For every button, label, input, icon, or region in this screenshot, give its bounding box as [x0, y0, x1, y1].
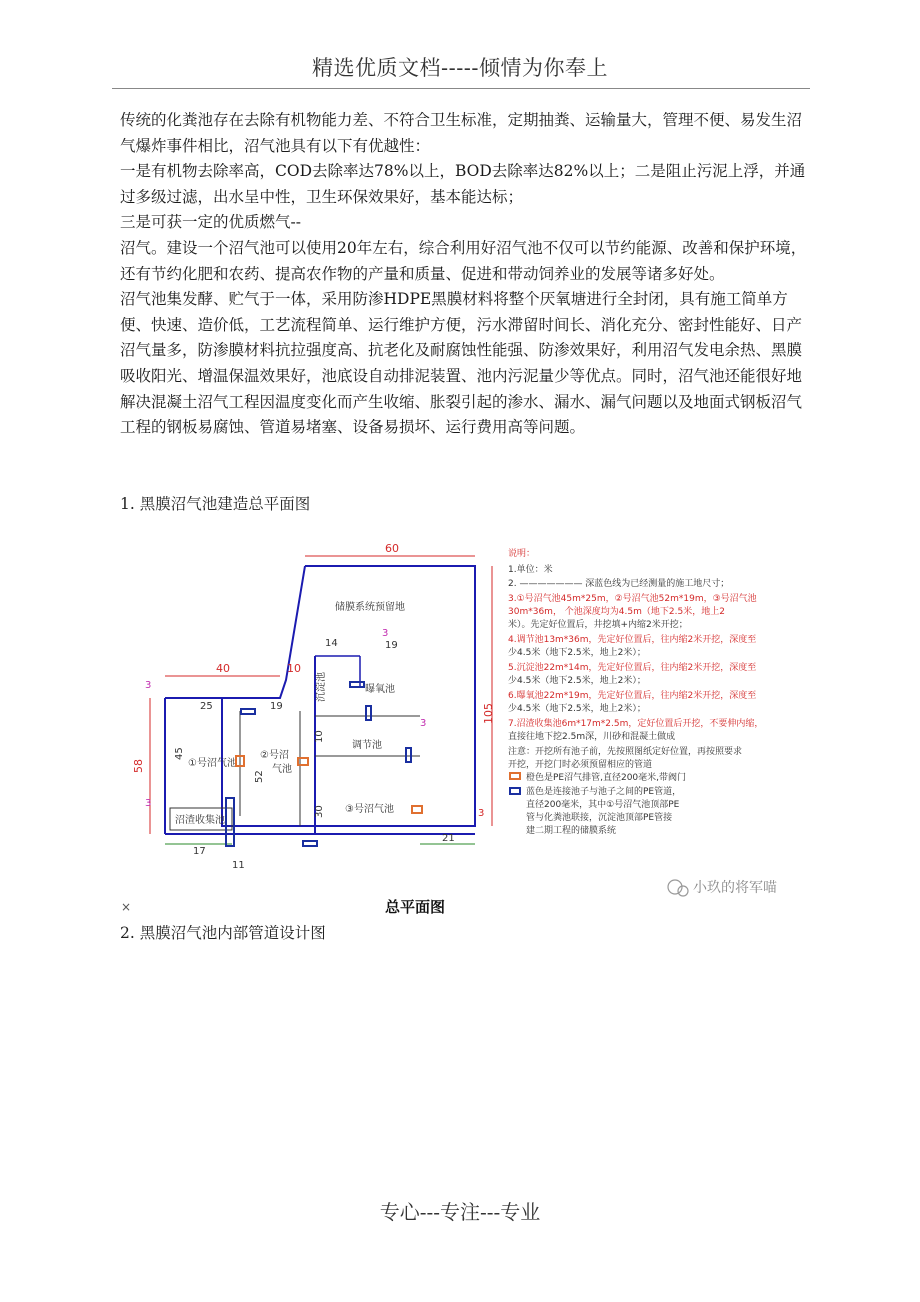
legend-pipe-blue: 管与化粪池联接，沉淀池顶部PE管接: [526, 813, 673, 823]
paragraph: 一是有机物去除率高，COD去除率达78%以上，BOD去除率达82%以上；二是阻止污泥上浮，并通过多级过滤，出水呈中性，卫生环保效果好，基本能达标；: [120, 162, 806, 206]
dim-label: 10: [287, 662, 301, 675]
dim-label: 52: [254, 770, 265, 783]
paragraph: 三是可获一定的优质燃气--: [120, 213, 301, 232]
legend-line: 少4.5米（地下2.5米，地上2米）；: [508, 676, 646, 686]
legend-line: 直接往地下挖2.5m深，川砂和混凝土做成: [508, 732, 676, 742]
plan-legend: [508, 547, 763, 836]
dim-label: 11: [232, 860, 245, 871]
legend-pipe-blue: 建二期工程的储膜系统: [526, 826, 617, 836]
dim-label: 3: [478, 808, 485, 819]
legend-line: 6.曝氧池22m*19m，先定好位置后，往内缩2米开挖，深度至: [508, 691, 757, 701]
legend-line: 1.单位：米: [508, 565, 553, 575]
wechat-watermark: [668, 880, 777, 896]
paragraph: 传统的化粪池存在去除有机物能力差、不符合卫生标准，定期抽粪、运输量大，管理不便、易发生沼气爆炸事件相比，沼气池具有以下有优越性：: [120, 111, 803, 155]
paragraph: 沼气池集发酵、贮气于一体，采用防渗HDPE黑膜材料将整个厌氧塘进行全封闭，具有施工简单方便、快速、造价低，工艺流程简单、运行维护方便，污水滞留时间长、消化充分、密封性能好、日产沼气量多，防渗膜材料抗拉强度高、抗老化及耐腐蚀性能强、防渗效果好，利用沼气发电余热、黑膜吸收阳光、增温保温效果好，池底设自动排泥装置、池内污泥量少等优点。同时，沼气池还能很好地解决混凝土沼气工程因温度变化而产生收缩、胀裂引起的渗水、漏水、漏气问题以及地面式钢板沼气工程的钢板易腐蚀、管道易堵塞、设备易损坏、运行费用高等问题。: [120, 290, 803, 437]
legend-pipe-blue: 直径200毫米，其中①号沼气池顶部PE: [526, 800, 680, 810]
area-label-digester2: 气池: [272, 764, 292, 775]
legend-line: 4.调节池13m*36m，先定好位置后，往内缩2米开挖，深度至: [508, 635, 757, 645]
wechat-icon: [678, 886, 688, 896]
watermark-text: 小玖的将军喵: [693, 880, 777, 896]
dim-label: 25: [200, 701, 213, 712]
legend-line: 3.①号沼气池45m*25m，②号沼气池52m*19m，③号沼气池: [508, 594, 757, 604]
pipe-blue: [226, 798, 234, 846]
legend-swatch-orange: [510, 773, 520, 779]
dim-label: 21: [442, 833, 455, 844]
dim-label: 19: [270, 701, 283, 712]
dim-label: 60: [385, 542, 399, 555]
pipe-blue: [366, 706, 371, 720]
area-label-digester1: ①号沼气池: [188, 758, 237, 769]
dim-label: 40: [216, 662, 230, 675]
dim-label: 19: [385, 640, 398, 651]
legend-line: 30m*36m， 个池深度均为4.5m（地下2.5米，地上2: [508, 607, 725, 617]
dim-label: 3: [420, 718, 427, 729]
area-label-digester2: ②号沼: [260, 750, 289, 761]
pipe-blue: [350, 682, 364, 687]
page-footer: 专心---专注---专业: [379, 1200, 541, 1224]
pipe-orange: [412, 806, 422, 813]
image-placeholder-icon: ×: [121, 900, 132, 914]
dim-label: 105: [482, 703, 495, 724]
legend-line: 少4.5米（地下2.5米，地上2米）；: [508, 648, 646, 658]
area-label-settling: 沉淀池: [316, 672, 327, 702]
dim-label: 58: [132, 759, 145, 773]
dim-label: 10: [314, 730, 325, 743]
dim-label: 14: [325, 638, 338, 649]
area-label-digester3: ③号沼气池: [345, 804, 394, 815]
legend-line: 注意：开挖所有池子前，先按照图纸定好位置，再按照要求: [508, 747, 743, 757]
legend-line: 说明：: [508, 549, 536, 559]
legend-line: 米）。先定好位置后，井挖填+内缩2米开挖；: [508, 620, 688, 630]
dim-label: 17: [193, 846, 206, 857]
figure-caption: 1. 黑膜沼气池建造总平面图: [120, 495, 311, 513]
site-plan-svg: [120, 526, 820, 918]
paragraph: 沼气。建设一个沼气池可以使用20年左右，综合利用好沼气池不仅可以节约能源、改善和保护环境，还有节约化肥和农药、提高农作物的产量和质量、促进和带动饲养业的发展等诸多好处。: [120, 238, 807, 283]
area-label-reserved: 储膜系统预留地: [335, 602, 405, 613]
header-title: 精选优质文档-----倾情为你奉上: [312, 56, 608, 80]
document-body: [120, 108, 810, 441]
legend-line: 5.沉淀池22m*14m，先定好位置后，往内缩2米开挖，深度至: [508, 663, 757, 673]
area-label-regulating: 调节池: [352, 740, 382, 751]
legend-line: 开挖，开挖门时必须预留相应的管道: [508, 760, 653, 770]
legend-line: 2. ——————— 深蓝色线为已经测量的施工地尺寸；: [508, 579, 730, 589]
pipe-blue: [303, 841, 317, 846]
legend-swatch-blue: [510, 788, 520, 794]
dim-label: 3: [145, 798, 152, 809]
dim-label: 3: [145, 680, 152, 691]
header-rule: [112, 88, 810, 89]
legend-pipe-blue: 蓝色是连接池子与池子之间的PE管道，: [526, 787, 682, 797]
dim-label: 30: [314, 805, 325, 818]
area-label-sludge: 沼渣收集池: [175, 815, 225, 826]
site-plan-figure: [120, 526, 820, 918]
plan-title: 总平面图: [385, 898, 446, 916]
legend-line: 7.沼渣收集池6m*17m*2.5m，定好位置后开挖，不要伸内缩，: [508, 719, 764, 729]
dim-label: 3: [382, 628, 389, 639]
pipe-blue: [241, 709, 255, 714]
legend-pipe-orange: 橙色是PE沼气排管,直径200毫米,带阀门: [526, 773, 687, 783]
legend-line: 少4.5米（地下2.5米，地上2米）；: [508, 704, 646, 714]
dim-label: 45: [174, 747, 185, 760]
area-label-aerobic: 曝氧池: [365, 684, 395, 695]
pipe-blue: [406, 748, 411, 762]
figure-caption: 2. 黑膜沼气池内部管道设计图: [120, 924, 326, 942]
